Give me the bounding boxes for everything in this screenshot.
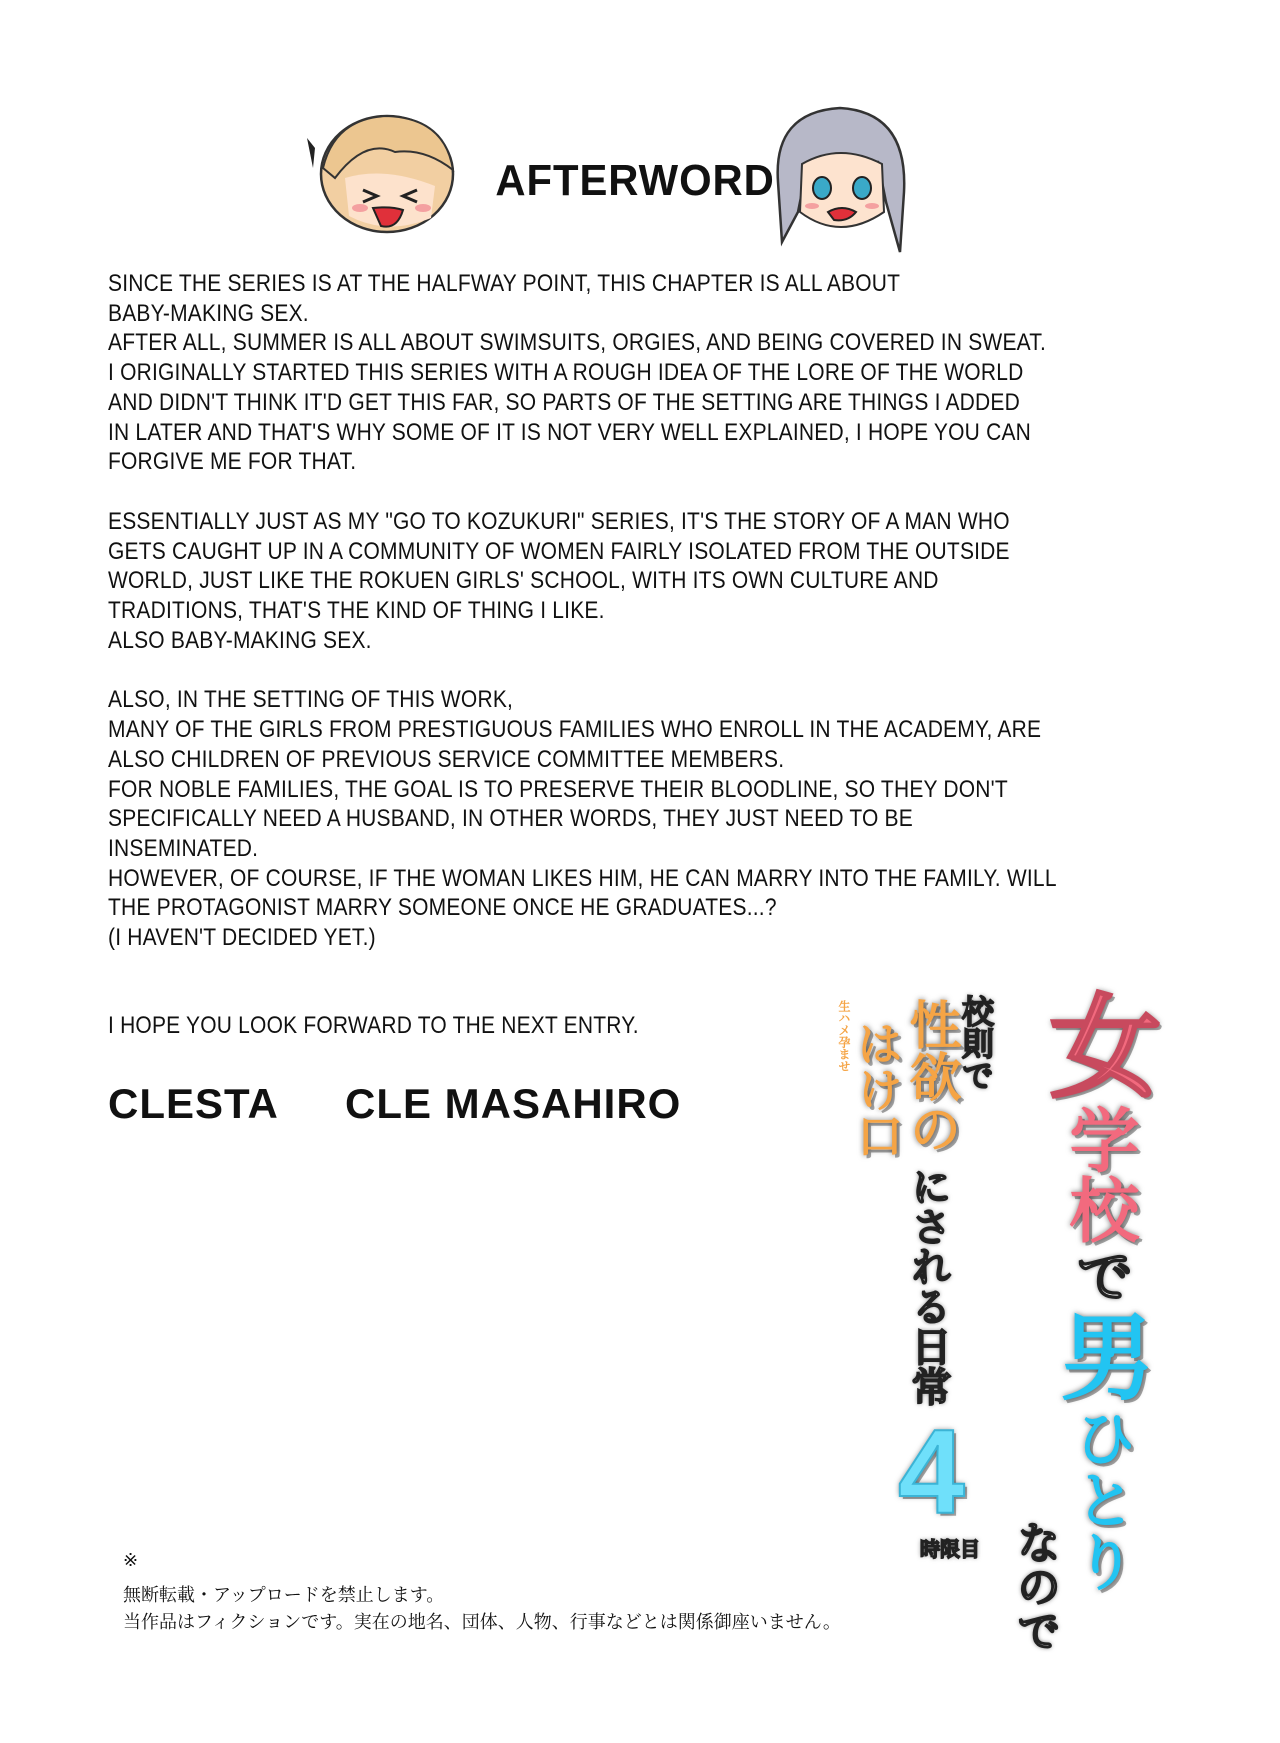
logo-onna: 女 bbox=[1034, 988, 1159, 1100]
logo-hakeguchi: はけ口 bbox=[851, 1020, 903, 1158]
blonde-character-face-icon bbox=[305, 108, 465, 240]
text-line: SINCE THE SERIES IS AT THE HALFWAY POINT, THIS CHAPTER IS ALL ABOUT bbox=[108, 270, 901, 297]
notice-line-1: 無断転載・アップロードを禁止します。 bbox=[123, 1585, 445, 1605]
text-line: INSEMINATED. bbox=[108, 835, 259, 862]
logo-volume-number: 4 bbox=[898, 1405, 965, 1539]
logo-nisareru: にされる日常 bbox=[906, 1166, 950, 1406]
logo-gakkou: 学校 bbox=[1060, 1104, 1138, 1244]
circle-name: CLESTA bbox=[108, 1080, 279, 1127]
text-line: AND DIDN'T THINK IT'D GET THIS FAR, SO PARTS OF THE SETTING ARE THINGS I ADDED bbox=[108, 389, 1020, 416]
silver-haired-character-face-icon bbox=[768, 102, 913, 267]
author-name: CLE MASAHIRO bbox=[345, 1080, 682, 1127]
text-line: BABY-MAKING SEX. bbox=[108, 300, 309, 327]
text-line: I ORIGINALLY STARTED THIS SERIES WITH A ROUGH IDEA OF THE LORE OF THE WORLD bbox=[108, 359, 1024, 386]
text-line: GETS CAUGHT UP IN A COMMUNITY OF WOMEN FAIRLY ISOLATED FROM THE OUTSIDE bbox=[108, 538, 1010, 565]
logo-ruby: 生ハメ孕ませ bbox=[837, 1000, 851, 1072]
notice-mark: ※ bbox=[123, 1550, 139, 1570]
text-line: MANY OF THE GIRLS FROM PRESTIGUOUS FAMILIES WHO ENROLL IN THE ACADEMY, ARE bbox=[108, 716, 1042, 743]
text-line: ALSO BABY-MAKING SEX. bbox=[108, 627, 372, 654]
logo-seiyoku: 性欲の bbox=[901, 998, 959, 1154]
text-line: FOR NOBLE FAMILIES, THE GOAL IS TO PRESERVE THEIR BLOODLINE, SO THEY DON'T bbox=[108, 776, 1008, 803]
logo-kousoku: 校則で bbox=[958, 995, 994, 1091]
text-line: IN LATER AND THAT'S WHY SOME OF IT IS NOT VERY WELL EXPLAINED, I HOPE YOU CAN bbox=[108, 419, 1032, 446]
text-line: FORGIVE ME FOR THAT. bbox=[108, 448, 357, 475]
logo-de: で bbox=[1067, 1246, 1132, 1304]
closing-line: I HOPE YOU LOOK FORWARD TO THE NEXT ENTRY. bbox=[108, 1012, 639, 1039]
text-line: ALSO CHILDREN OF PREVIOUS SERVICE COMMITTEE MEMBERS. bbox=[108, 746, 785, 773]
text-line: AFTER ALL, SUMMER IS ALL ABOUT SWIMSUITS, ORGIES, AND BEING COVERED IN SWEAT. bbox=[108, 329, 1047, 356]
text-line: (I HAVEN'T DECIDED YET.) bbox=[108, 924, 376, 951]
page-title: AFTERWORD bbox=[495, 156, 775, 205]
text-line: TRADITIONS, THAT'S THE KIND OF THING I LIKE. bbox=[108, 597, 605, 624]
logo-jigenme: 時限目 bbox=[920, 1539, 980, 1561]
notice-line-2: 当作品はフィクションです。実在の地名、団体、人物、行事などとは関係御座いません。 bbox=[123, 1612, 841, 1632]
text-line: ESSENTIALLY JUST AS MY "GO TO KOZUKURI" SERIES, IT'S THE STORY OF A MAN WHO bbox=[108, 508, 1010, 535]
text-line: HOWEVER, OF COURSE, IF THE WOMAN LIKES HIM, HE CAN MARRY INTO THE FAMILY. WILL bbox=[108, 865, 1057, 892]
logo-hitori: ひとり bbox=[1065, 1406, 1134, 1592]
text-line: ALSO, IN THE SETTING OF THIS WORK, bbox=[108, 686, 514, 713]
logo-otoko: 男 bbox=[1047, 1308, 1152, 1402]
text-line: SPECIFICALLY NEED A HUSBAND, IN OTHER WORDS, THEY JUST NEED TO BE bbox=[108, 805, 913, 832]
text-line: THE PROTAGONIST MARRY SOMEONE ONCE HE GRADUATES...? bbox=[108, 894, 777, 921]
logo-nanode: なので bbox=[1010, 1520, 1059, 1652]
text-line: WORLD, JUST LIKE THE ROKUEN GIRLS' SCHOOL, WITH ITS OWN CULTURE AND bbox=[108, 567, 939, 594]
